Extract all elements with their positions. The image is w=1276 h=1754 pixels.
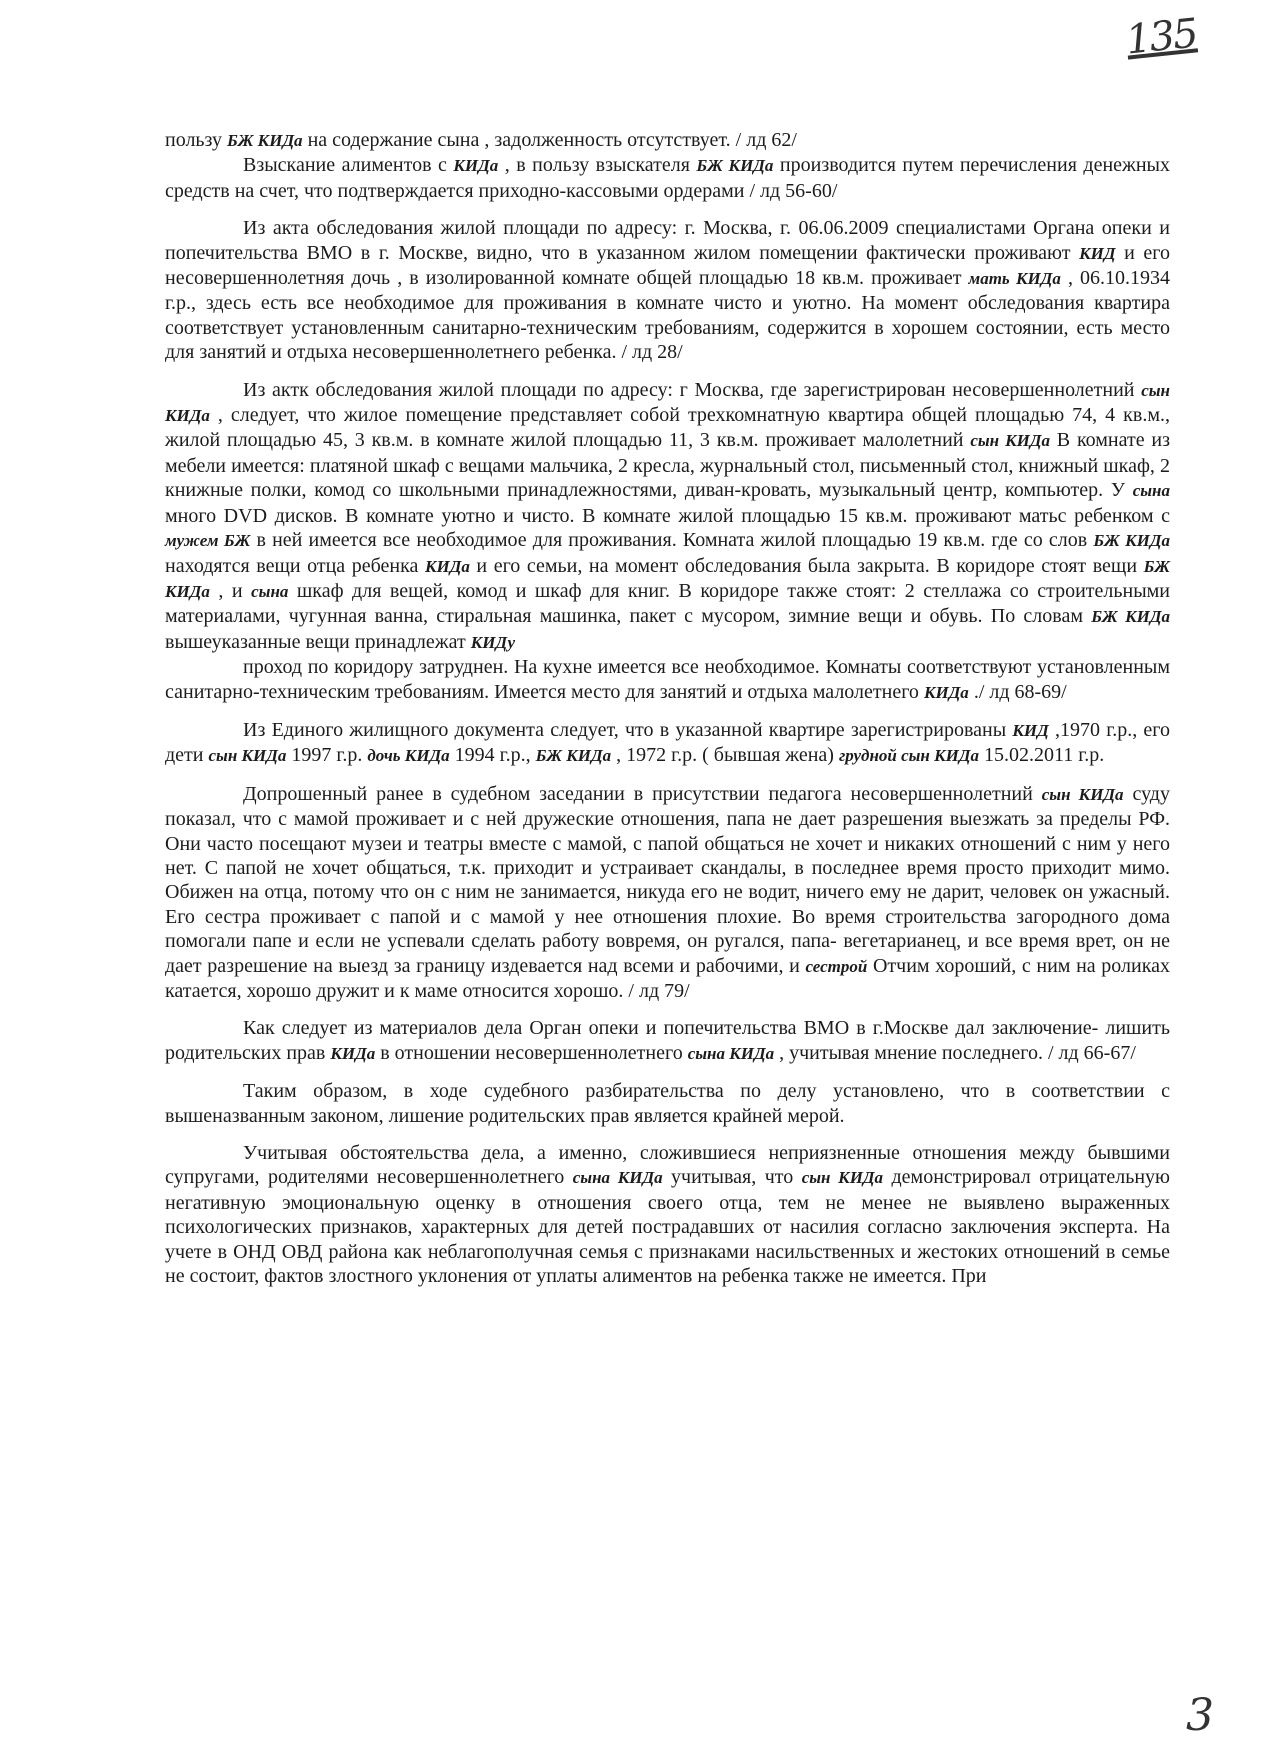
paragraph-text: Учитывая обстоятельства дела, а именно, сложившиеся неприязненные отношения между бывшими супругами, родителями несовершеннолетнего bbox=[165, 1142, 1170, 1189]
page-number: 135 bbox=[1123, 10, 1199, 64]
paragraph-text: , учитывая мнение последнего. / лд 66-67/ bbox=[774, 1041, 1136, 1064]
paragraph-text: суду показал, что с мамой проживает и с ней дружеские отношения, папа не дает разрешения выезжать за пределы РФ. Они часто посещают музеи и театры вместе с мамой, с папой общаться не хочет и никаких отношений с ним у него нет. С папой не хочет общаться, т.к. приходит и устраивает скандалы, в последнее время просто приходит мимо. Обижен на отца, потому что он с ним не занимается, никуда его не водит, ничего ему не дарит, человек он ужасный. Его сестра проживает с папой и с мамой у нее отношения плохие. Во время строительства загородного дома помогали папе и если не успевали сделать работу вовремя, он ругался, папа- вегетарианец, и все время врет, он не дает разрешение на выезд за границу издевается над всеми и рабочими, и bbox=[165, 782, 1170, 977]
paragraph-text: В комнате из мебели имеется: платяной шкаф с вещами мальчика, 2 кресла, журнальный стол, письменный стол, книжный шкаф, 2 книжные полки, комод со школьными принадлежностями, диван-кровать, музыкальный центр, компьютер. У bbox=[165, 429, 1170, 502]
redaction-label: сын КИДа bbox=[970, 431, 1051, 451]
sheet-number: 3 bbox=[1186, 1690, 1214, 1741]
redaction-label: КИДа bbox=[453, 156, 499, 176]
redaction-label: мать КИДа bbox=[968, 269, 1061, 289]
paragraph-text: , 06.10.1934 г.р., здесь есть все необходимое для проживания в комнате чисто и уютно. На момент обследования квартира соответствует установленным санитарно-техническим требованиям, содержится в хорошем состоянии, есть место для занятий и отдыха несовершеннолетнего ребенка. / лд 28/ bbox=[165, 267, 1170, 364]
paragraph-4 bbox=[165, 655, 1170, 705]
paragraph-0 bbox=[165, 128, 1170, 153]
paragraph-text: находятся вещи отца ребенка bbox=[165, 554, 425, 577]
paragraph-text: Взыскание алиментов с bbox=[243, 154, 454, 177]
paragraph-6 bbox=[165, 782, 1170, 1004]
paragraph-text: , следует, что жилое помещение представляет собой трехкомнатную квартира общей площадью 74, 4 кв.м., жилой площадью 45, 3 кв.м. в комнате жилой площадью 11, 3 кв.м. проживает малолетний bbox=[165, 404, 1170, 452]
paragraph-text: Отчим хороший, с ним на роликах катается, хорошо дружит и к маме относится хорошо. / лд 79/ bbox=[165, 954, 1170, 1002]
redaction-label: БЖ КИДа bbox=[535, 746, 612, 766]
redaction-label: КИД bbox=[1079, 243, 1116, 263]
paragraph-text: и его семьи, на момент обследования была закрыта. В коридоре стоят вещи bbox=[469, 554, 1144, 577]
redaction-label: сын КИДа bbox=[165, 380, 1170, 426]
paragraph-text: Допрошенный ранее в судебном заседании в присутствии педагога несовершеннолетний bbox=[243, 782, 1042, 805]
redaction-label: сын КИДа bbox=[208, 746, 287, 766]
redaction-label: сына bbox=[1132, 481, 1170, 501]
paragraph-text: , и bbox=[209, 579, 252, 602]
redaction-label: КИДа bbox=[923, 682, 969, 702]
redaction-label: КИД bbox=[1012, 720, 1049, 740]
paragraph-text: учитывая, что bbox=[662, 1166, 802, 1189]
paragraph-text: производится путем перечисления денежных средств на счет, что подтверждается приходно-кассовыми ордерами / лд 56-60/ bbox=[165, 154, 1170, 202]
redaction-label: сына КИДа bbox=[687, 1043, 775, 1063]
redaction-label: сына КИДа bbox=[572, 1168, 663, 1188]
paragraph-text: и его несовершеннолетняя дочь , в изолированной комнате общей площадью 18 кв.м. проживает bbox=[165, 241, 1170, 290]
redaction-label: сестрой bbox=[805, 956, 868, 976]
paragraph-text: пользу bbox=[165, 129, 228, 151]
paragraph-text: на содержание сына , задолженность отсутствует. / лд 62/ bbox=[302, 129, 797, 151]
paragraph-text: в ней имеется все необходимое для проживания. Комната жилой площадью 19 кв.м. где со слов bbox=[250, 529, 1094, 552]
paragraph-text: , в пользу взыскателя bbox=[498, 154, 697, 177]
redaction-label: БЖ КИДа bbox=[1091, 607, 1170, 627]
paragraph-text: шкаф для вещей, комод и шкаф для книг. В коридоре также стоят: 2 стеллажа со строительными материалами, чугунная ванна, стиральная машинка, пакет с мусором, зимние вещи и обувь. По словам bbox=[165, 579, 1171, 628]
paragraph-text: ,1970 г.р., его дети bbox=[165, 718, 1170, 767]
redaction-label: БЖ КИДа bbox=[227, 131, 303, 150]
redaction-label: БЖ КИДа bbox=[165, 556, 1171, 601]
paragraph-text: Из актк обследования жилой площади по адресу: г Москва, где зарегистрирован несовершеннолетний bbox=[243, 378, 1142, 401]
redaction-label: КИДа bbox=[330, 1043, 376, 1063]
redaction-label: дочь КИДа bbox=[367, 746, 450, 766]
paragraph-text: ./ лд 68-69/ bbox=[968, 680, 1067, 703]
paragraph-1 bbox=[165, 153, 1170, 203]
paragraph-7 bbox=[165, 1016, 1170, 1066]
paragraph-text: Из акта обследования жилой площади по адресу: г. Москва, г. 06.06.2009 специалистами Органа опеки и попечительства ВМО в г. Москве, видно, что в указанном жилом помещении фактически проживают bbox=[165, 217, 1170, 264]
paragraph-9 bbox=[165, 1141, 1170, 1288]
redaction-label: грудной сын КИДа bbox=[838, 746, 979, 766]
paragraph-5 bbox=[165, 718, 1170, 769]
paragraph-text: Таким образом, в ходе судебного разбирательства по делу установлено, что в соответствии с вышеназванным законом, лишение родительских прав является крайней мерой. bbox=[165, 1080, 1170, 1127]
paragraph-text: в отношении несовершеннолетнего bbox=[375, 1041, 688, 1064]
redaction-label: БЖ КИДа bbox=[1093, 531, 1170, 551]
paragraph-8 bbox=[165, 1079, 1170, 1128]
redaction-label: БЖ КИДа bbox=[696, 156, 774, 176]
paragraph-text: много DVD дисков. В комнате уютно и чисто. В комнате жилой площадью 15 кв.м. проживают матьс ребенком с bbox=[165, 504, 1170, 527]
redaction-label: КИДа bbox=[424, 556, 470, 576]
paragraph-text: Из Единого жилищного документа следует, что в указанной квартире зарегистрированы bbox=[243, 718, 1013, 741]
paragraph-text: 15.02.2011 г.р. bbox=[979, 744, 1105, 767]
paragraph-text: демонстрировал отрицательную негативную эмоциональную оценку в отношения своего отца, тем не менее не выявлено выраженных психологических признаков, характерных для детей пострадавших от насилия согласно заключения эксперта. На учете в ОНД ОВД района как неблагополучная семья с признаками насильственных и жестоких отношений в семье не состоит, фактов злостного уклонения от уплаты алиментов на ребенка также не имеется. При bbox=[165, 1166, 1170, 1288]
redaction-label: сын КИДа bbox=[801, 1168, 884, 1188]
paragraph-text: Как следует из материалов дела Орган опеки и попечительства ВМО в г.Москве дал заключение- лишить родительских прав bbox=[165, 1017, 1170, 1064]
document-body bbox=[165, 128, 1170, 1288]
redaction-label: сын КИДа bbox=[1041, 784, 1124, 804]
paragraph-text: 1997 г.р. bbox=[286, 744, 368, 767]
paragraph-text: проход по коридору затруднен. На кухне имеется все необходимое. Комнаты соответствуют установленным санитарно-техническим требованиям. Имеется место для занятий и отдыха малолетнего bbox=[165, 656, 1170, 703]
redaction-label: мужем БЖ bbox=[165, 531, 251, 551]
paragraph-text: 1994 г.р., bbox=[449, 744, 536, 767]
paragraph-text: , 1972 г.р. ( бывшая жена) bbox=[611, 744, 839, 767]
paragraph-3 bbox=[165, 378, 1170, 655]
paragraph-text: вышеуказанные вещи принадлежат bbox=[165, 630, 471, 653]
paragraph-2 bbox=[165, 216, 1170, 364]
redaction-label: сына bbox=[251, 581, 289, 601]
redaction-label: КИДу bbox=[470, 632, 516, 652]
